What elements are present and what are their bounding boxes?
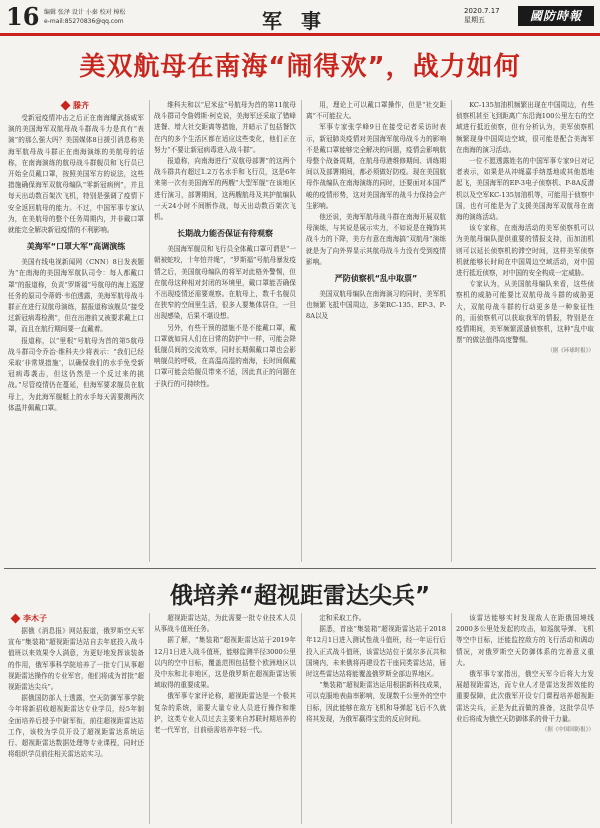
article2-column-4 bbox=[456, 613, 594, 824]
column-divider bbox=[301, 100, 302, 562]
article2-byline bbox=[12, 613, 47, 624]
byline-text: 李木子 bbox=[23, 614, 47, 623]
article1-column-4 bbox=[456, 100, 594, 563]
article1-headline: 美双航母在南海“闹得欢”，战力如何 bbox=[79, 52, 521, 82]
paragraph: 据悉，首座“集装箱”超视距雷达站于2018年12月1日进入测试性战斗值班，经一年运行后投入正式战斗值班，该雷达站位于莫尔多瓦共和国境内，未来俄将再建设若干座同类雷达站，届时这些雷达站将能覆盖俄罗斯全部边界地区。 bbox=[306, 625, 446, 679]
staff-info bbox=[44, 8, 126, 26]
paragraph: 该专家称，在南海活动的美军侦察机可以为美航母编队提供重要的情报支持，而加油机则可以延长侦察机的滞空时间，这样美军侦察机就能够长时间在中国周边空域活动，对中国进行抵近侦察，对中国的安全构成一定威胁。 bbox=[456, 224, 594, 278]
paragraph: 超视距雷达站，为此需要一批专业技术人员从事战斗值班任务。 bbox=[154, 614, 296, 634]
paragraph: 该雷达能够实时发现敌人在距俄国境线2000多公里处发起的攻击，如巡航导弹、飞机等空中目标，还能监控敌方的飞行活动和调动情况，对俄罗斯空天防御体系的完善意义重大。 bbox=[456, 614, 594, 667]
column-divider bbox=[451, 100, 452, 562]
paragraph: 维科夫和以“尼米兹”号航母为首的第11航母战斗群司令詹姆斯·柯克说，美海军还采取了错峰进餐、增大社交距离等措施，并暗示了包括餐饮在内的多个生活区都在适应这些变化，他们正在努力“不要让新冠病毒进入战斗群”。 bbox=[154, 101, 296, 154]
header-rule bbox=[0, 33, 600, 36]
column-divider bbox=[301, 613, 302, 824]
paragraph: 他还说，美海军航母战斗群在南海开展双航母演练，与其说是展示实力，不如说是在掩饰其战斗力的下降，美方有意在南海搞“双航母”演练就是为了向外界显示其航母战斗力没有受到疫情影响。 bbox=[306, 213, 446, 266]
paragraph: 报道称，向南海进行“双航母部署”的这两个战斗群共有超过1.2万名水手和飞行员，这是6年来第一次有美国海军的两艘“大型军舰”在该地区进行演习，部署期间，这两艘航母及其护航编队一天24小时不间断作战，每天出动数百架次飞机。 bbox=[154, 157, 296, 222]
article2-credit: （据《中国国防报》） bbox=[541, 727, 594, 734]
article1-subheading-1: 美海军“口罩大军”高调演练 bbox=[26, 242, 126, 252]
diamond-icon bbox=[11, 614, 21, 624]
paragraph: 用，理论上可以戴口罩操作，但是“社交距离”不可能拉大。 bbox=[306, 101, 446, 121]
date-line: 2020.7.17 bbox=[464, 7, 500, 15]
paragraph: 另外，有些干预的措施不是不能戴口罩，戴口罩就如同人们在日常的防护中一样，可能会降低舰员间的交流效率，同时长期佩戴口罩也会影响舰员的呼吸，在高温高湿的南海，长时间佩戴口罩可能会给舰员带来不适，因此真正的问题在于执行的可持续性。 bbox=[154, 323, 296, 388]
staff-line: 编辑 张泽 设计 小秦 校对 樟松 bbox=[44, 9, 126, 16]
newspaper-logo: 國防時報 bbox=[518, 6, 594, 26]
page-number: 16 bbox=[6, 2, 40, 31]
section-title: 军 事 bbox=[262, 9, 327, 33]
paragraph: 美国有线电视新闻网（CNN）8日发表题为“在南海的美国海军航队司令：每人都戴口罩”的报道称，负责“罗斯福”号航母的海上巡逻任务的原司令蒂姆·韦伯透露，美海军航母战斗群正在进行双航母演练，据报道称该舰员“接受过新冠病毒检测”，但在出港前又被要求戴上口罩，而且在航行期间要一直戴着。 bbox=[8, 258, 144, 334]
byline-text: 滕齐 bbox=[73, 101, 89, 110]
paragraph: 一位不愿透露姓名的中国军事专家9日对记者表示，如果是从冲绳嘉手纳基地或其他基地起飞，美国海军的EP-3电子侦察机、P-8A反潜机以及空军KC-135加油机等，可能用于侦察中国，也有可能是为了支援美国海军双航母在南海的演练活动。 bbox=[456, 157, 594, 222]
paragraph: 据俄国防部人士透露，空天防御军事学院今年将新招收超视距雷达专业学员，经5年制全面培养后授予中尉军衔，前往超视距雷达站工作，该校为学员开设了超视距雷达系统运行、超视距雷达数据处理等专业课程，同时还将组织学员前往相关雷达站实习。 bbox=[8, 694, 144, 759]
article1-subheading-2: 长期战力能否保证有待观察 bbox=[177, 229, 273, 239]
column-divider bbox=[149, 100, 150, 562]
article1-column-1 bbox=[8, 113, 144, 563]
article2-column-3 bbox=[306, 613, 446, 824]
paragraph: 定和采取工作。 bbox=[319, 614, 366, 622]
paragraph: 俄军事专家评论称，超视距雷达是一个极其复杂的系统，需要大量专业人员进行操作和维护，这类专业人员过去主要来自苏联时期培养的老一代军官，目前亟需培养年轻一代。 bbox=[154, 692, 296, 735]
paragraph: 据俄《消息报》网站报道，俄罗斯空天军宣布“集装箱”超视距雷达站自去年底投入战斗值班以来效果令人满意，为更好地发挥该装备的作用，俄军事科学院培养了一批专门从事超视距雷达操作的专业军官，他们将成为首批“超视距雷达尖兵”。 bbox=[8, 627, 144, 692]
issue-date bbox=[464, 7, 500, 25]
paragraph: 美国双航母编队在南海演习的同时，美军机也频繁飞抵中国周边，多架RC-135、EP-3、P-8A以及 bbox=[306, 290, 446, 321]
article1-subheading-3: 严防侦察机“乱中取票” bbox=[334, 274, 418, 284]
email-line: e-mail:85270836@qq.com bbox=[44, 18, 124, 25]
article2-headline: 俄培养“超视距雷达尖兵” bbox=[169, 583, 431, 609]
column-divider bbox=[149, 613, 150, 824]
article1-column-2 bbox=[154, 100, 296, 563]
paragraph: 俄军事专家指出，俄空天军今后将大力发展超视距雷达，而专业人才是雷达发挥效能的重要保障，此次俄军开设专门课程培养超视距雷达尖兵，正是为此而做的准备，这批学员毕业后将成为俄空天防御体系的骨干力量。 bbox=[456, 670, 594, 723]
paragraph: 美国海军舰员和飞行员全体戴口罩可谓是“一朝被蛇咬，十年怕井绳”，“罗斯福”号航母暴发疫情之后，美国航母编队的将军对此格外警惕，但在航母这种相对封闭的环境里，戴口罩能否确保不出现疫情还需要观察。在航母上，数千名舰员在狭窄的空间里生活，很多人要集体居住，一旦出现感染，后果不堪设想。 bbox=[154, 245, 296, 321]
paragraph: 报道称，以“里根”号航母为首的第5航母战斗群司令乔治·维科夫少将表示：“我们已经采取‘非常规措施’，以确保我们的水手免受新冠病毒袭击，但这仍然是一个反过来的挑战。”尽管疫情仍在蔓延，但海军要求舰员在航母上，为此海军舰艇上的水手每天需要测两次体温并佩戴口罩。 bbox=[8, 336, 144, 412]
paragraph: 据了解，“集装箱”超视距雷达站于2019年12月1日进入战斗值班，能够监测半径3000公里以内的空中目标，覆盖范围包括整个欧洲地区以及中东和北非地区，这是俄罗斯在超视距雷达领域取得的重要成果。 bbox=[154, 636, 296, 690]
diamond-icon bbox=[61, 101, 71, 111]
article-separator bbox=[4, 568, 596, 569]
paragraph: KC-135加油机频繁出现在中国周边，有些侦察机甚至飞到距离广东沿海100公里左右的空域进行抵近侦察，但有分析认为，美军侦察机频繁现身中国周边空域，很可能是配合美海军在南海的演习活动。 bbox=[456, 101, 594, 154]
column-divider bbox=[451, 613, 452, 824]
article1-byline bbox=[62, 100, 89, 111]
paragraph: 军事专家张学峰9日在接受记者采访时表示，新冠肺炎疫情对美国海军航母战斗力的影响不是戴口罩能够完全解决的问题，疫情会影响航母整个战备周期，在航母母港维修期间、训练期间以及部署期间，都必须做好防疫。现在美国航母作战编队在南海演练的同时，还要面对本国严峻的疫情形势，这对美国海军的战斗力保持会产生影响。 bbox=[306, 123, 446, 210]
article1-credit: （据《环球时报》） bbox=[547, 348, 594, 355]
paragraph: 专家认为，从美国航母编队来看，这些侦察机的威胁可能要比双航母战斗群的威胁更大，双航母战斗群的行动更多是一种象征性的，而侦察机可以获取我军的情报，特别是在疫情期间，美军频繁派遣侦察机，这种“乱中取票”的做法值得高度警惕。 bbox=[456, 280, 594, 345]
paragraph: “集装箱”超视距雷达运用根据新科技成果，可以克服地表曲率影响，发现数千公里外的空中目标，因此能够在敌方飞机和导弹起飞后不久就将其发现，为俄军赢得宝贵的反应时间。 bbox=[306, 681, 446, 723]
page-header bbox=[0, 0, 600, 38]
paragraph: 受新冠疫情冲击之后正在南海耀武扬威军演的美国海军双航母战斗群战斗力是真有“表演”的那么强大吗？美国媒体8日援引消息称美海军航母战斗群正在南海演练的美航母的话称，在南海演练的航母战斗群舰员和飞行员已开始全员戴口罩，按照美国军方的说法，这些措施确保海军双航母编队“零新冠病例”，并且每天出动数百架次飞机，特别是强调了疫情下安全返回航母的能力。不过，中国军事专家认为，在美航母的整个任务周期内，并非戴口罩就能完全解决新冠疫情的不利影响。 bbox=[8, 114, 144, 235]
weekday-line: 星期五 bbox=[464, 16, 485, 24]
article2-column-2 bbox=[154, 613, 296, 824]
article1-column-3 bbox=[306, 100, 446, 563]
article2-column-1 bbox=[8, 626, 144, 824]
